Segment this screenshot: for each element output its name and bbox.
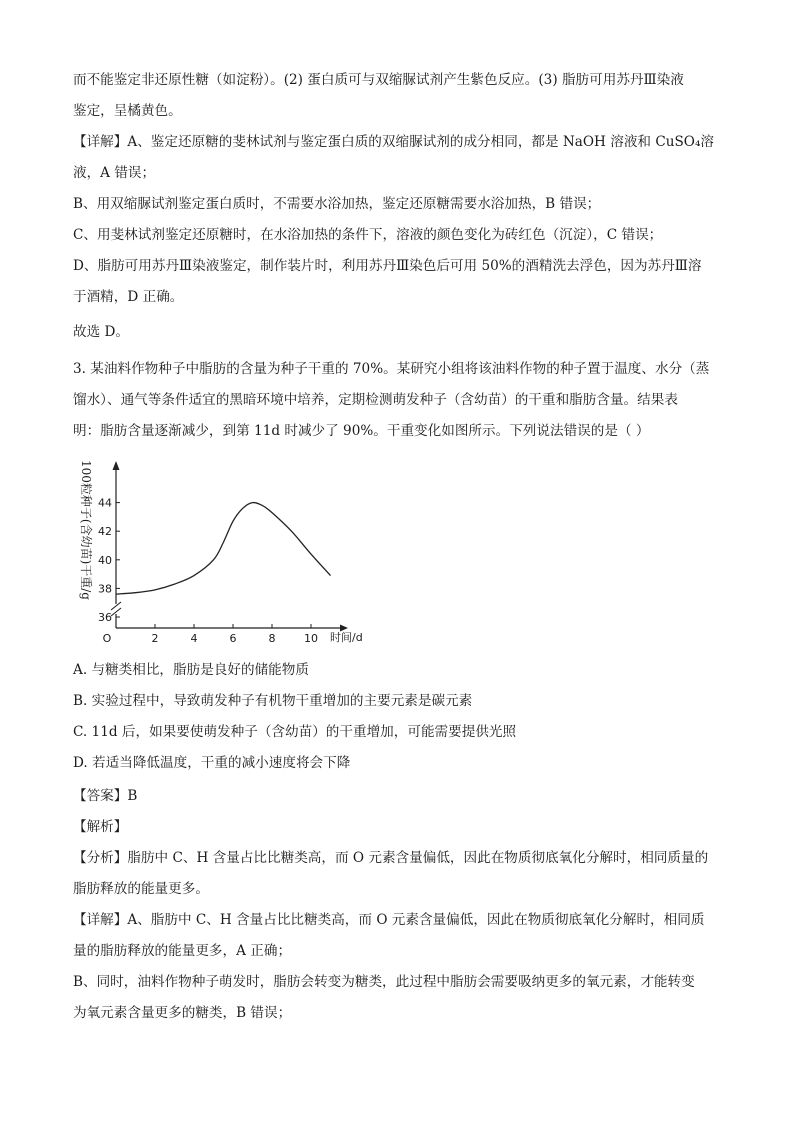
x-tick-label: 10 bbox=[304, 632, 318, 645]
option-b: B. 实验过程中，导致萌发种子有机物干重增加的主要元素是碳元素 bbox=[73, 693, 473, 709]
text-line: C、用斐林试剂鉴定还原糖时，在水浴加热的条件下，溶液的颜色变化为砖红色（沉淀），C 错误； bbox=[73, 227, 663, 243]
option-a: A. 与糖类相比，脂肪是良好的储能物质 bbox=[73, 662, 309, 678]
text-line: 液，A 错误； bbox=[73, 165, 156, 181]
origin-label: O bbox=[102, 632, 112, 645]
text-line: 【详解】A、脂肪中 C、H 含量占比比糖类高，而 O 元素含量偏低，因此在物质彻底氧化分解时，相同质 bbox=[73, 912, 705, 928]
text-line: B、同时，油料作物种子萌发时，脂肪会转变为糖类，此过程中脂肪会需要吸纳更多的氧元素，才能转变 bbox=[73, 974, 695, 990]
x-axis-label: 时间/d bbox=[330, 631, 363, 644]
x-tick-label: 4 bbox=[190, 632, 198, 645]
question-stem-line: 3. 某油料作物种子中脂肪的含量为种子干重的 70%。某研究小组将该油料作物的种子置于温度、水分（蒸 bbox=[73, 361, 710, 377]
y-tick-label: 38 bbox=[98, 582, 112, 596]
option-d: D. 若适当降低温度，干重的减小速度将会下降 bbox=[73, 755, 351, 771]
text-line: 于酒精，D 正确。 bbox=[73, 289, 184, 305]
text-line: 为氧元素含量更多的糖类，B 错误； bbox=[73, 1005, 292, 1021]
text-line: B、用双缩脲试剂鉴定蛋白质时，不需要水浴加热，鉴定还原糖需要水浴加热，B 错误； bbox=[73, 196, 601, 212]
y-axis-arrow bbox=[113, 461, 120, 470]
question-stem-line: 馏水）、通气等条件适宜的黑暗环境中培养，定期检测萌发种子（含幼苗）的干重和脂肪含量。结果表 bbox=[73, 392, 678, 408]
text-line: D、脂肪可用苏丹Ⅲ染液鉴定，制作装片时，利用苏丹Ⅲ染色后可用 50%的酒精洗去浮色，因为苏丹Ⅲ溶 bbox=[73, 258, 702, 274]
y-axis-label: 100粒种子(含幼苗)干重/g bbox=[79, 460, 93, 600]
y-tick-label: 42 bbox=[98, 525, 112, 539]
x-tick-label: 2 bbox=[151, 632, 159, 645]
dry-weight-chart bbox=[72, 452, 372, 652]
text-line: 而不能鉴定非还原性糖（如淀粉）。(2) 蛋白质可与双缩脲试剂产生紫色反应。(3) 脂肪可用苏丹Ⅲ染液 bbox=[73, 72, 684, 88]
text-line: 量的脂肪释放的能量更多，A 正确； bbox=[73, 943, 292, 959]
text-line: 脂肪释放的能量更多。 bbox=[73, 881, 209, 897]
x-tick-label: 6 bbox=[229, 632, 237, 645]
y-tick-label: 36 bbox=[98, 611, 112, 624]
dry-weight-curve bbox=[116, 503, 331, 595]
analysis-heading: 【解析】 bbox=[73, 819, 128, 835]
x-tick-label: 8 bbox=[268, 632, 276, 645]
y-tick-label: 44 bbox=[98, 496, 112, 510]
y-tick-label: 40 bbox=[98, 553, 112, 567]
text-line: 故选 D。 bbox=[73, 324, 130, 340]
option-c: C. 11d 后，如果要使萌发种子（含幼苗）的干重增加，可能需要提供光照 bbox=[73, 724, 517, 740]
question-stem-line: 明：脂肪含量逐渐减少，到第 11d 时减少了 90%。干重变化如图所示。下列说法错误的是（ ） bbox=[73, 423, 650, 439]
text-line: 【分析】脂肪中 C、H 含量占比比糖类高，而 O 元素含量偏低，因此在物质彻底氧化分解时，相同质量的 bbox=[73, 850, 709, 866]
text-line: 【详解】A、鉴定还原糖的斐林试剂与鉴定蛋白质的双缩脲试剂的成分相同，都是 NaOH 溶液和 CuSO₄溶 bbox=[73, 134, 714, 150]
answer-line: 【答案】B bbox=[73, 788, 138, 804]
text-line: 鉴定，呈橘黄色。 bbox=[73, 103, 182, 119]
